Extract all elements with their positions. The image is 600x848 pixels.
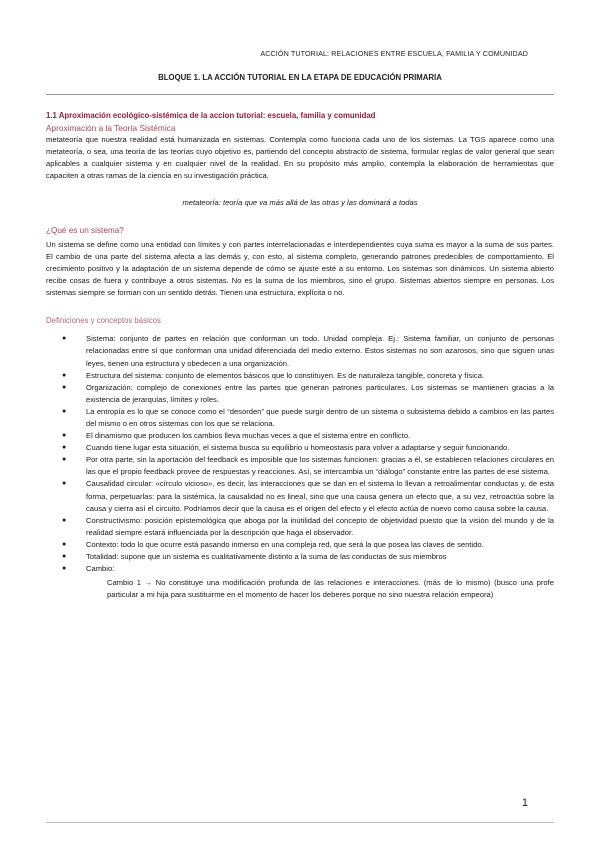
question-heading: ¿Qué es un sistema?: [46, 225, 124, 235]
system-paragraph: Un sistema se define como una entidad con límites y con partes interrelacionadas e interdependientes cuya suma es mayor a la suma de sus partes. El cambio de una parte del sistema afecta a las demás y, con esto, al sistema completo, generando patrones predecibles de comportamiento. El crecimiento positivo y la adaptación de un sistema depende de cómo se ajuste esté a su entorno. Los sistemas son dinámicos. Un sistema abierto recibe cosas de fuera y contribuye a otros sistemas. No es la suma de los miembros, sino el grupo. Sistemas abiertos siempre en personas. Los sistemas siempre se forman con un sentido detrás. Tienen una estructura, explícita o no.: [46, 239, 554, 298]
bullet-icon: ●: [62, 407, 67, 415]
list-item: ● Cambio:: [46, 563, 554, 575]
cambio-1-text: Cambio 1 → No constituye una modificación profunda de las relaciones e interacciones. (más de lo mismo) (busco una profe particular a mi hija para sustituirme en el momento de hacer los deberes porque no sino nuestra relación empeora): [107, 578, 554, 600]
section-title: 1.1 Aproximación ecológico-sistémica de la accion tutorial: escuela, familia y comunidad: [46, 111, 376, 120]
bullet-icon: ●: [62, 335, 67, 343]
bullet-icon: ●: [62, 565, 67, 573]
list-item: ● El dinamismo que producen los cambios lleva muchas veces a que el sistema entre en conflicto.: [46, 430, 554, 442]
definitions-heading: Definiciones y conceptos básicos: [46, 316, 161, 326]
bullet-icon: ●: [62, 540, 67, 548]
block-title: BLOQUE 1. LA ACCIÓN TUTORIAL EN LA ETAPA DE EDUCACIÓN PRIMARIA: [158, 73, 442, 82]
definition-quote: metateoría: teoría que va más allá de las otras y las dominará a todas: [182, 197, 418, 207]
page-number: 1: [521, 797, 528, 809]
bullet-icon: ●: [62, 456, 67, 464]
list-item: ● Constructivismo: posición epistemológica que aboga por la inutilidad del concepto de objetividad puesto que la visión del mundo y de la realidad siempre estará influenciada por la descripción que haga el observador.: [62, 515, 554, 537]
list-item: ● Estructura del sistema: conjunto de elementos básicos que lo constituyen. Es de naturaleza tangible, concreta y física.: [46, 370, 554, 382]
bullet-icon: ●: [62, 444, 67, 452]
list-item: ● Organización: complejo de conexiones entre las partes que generan patrones particulares. Los sistemas se mantienen gracias a la existencia de jerarquías, límites y roles.: [62, 382, 554, 404]
list-item: ● Por otra parte, sin la aportación del feedback es imposible que los sistemas funcionen: gracias a él, se establecen relaciones circulares en las que el propio feedback provee de respuestas y reacciones. Así, se intercambia un “diálogo” constante entre las partes de ese sistema.: [62, 455, 554, 477]
list-item: ● La entropía es lo que se conoce como el “desorden” que puede surgir dentro de un sistema o subsistema debido a cambios en las partes del mismo o en otros sistemas con los que se relaciona.: [62, 406, 554, 428]
bullet-icon: ●: [62, 371, 67, 379]
definitions-list: [46, 333, 554, 575]
list-item: ● Contexto: todo lo que ocurre está pasando inmerso en una compleja red, que será la que posea las claves de sentido.: [46, 539, 554, 551]
list-item: ● Cuando tiene lugar esta situación, el sistema busca su equilibrio u homeostasis para volver a adaptarse y seguir funcionando.: [46, 442, 554, 454]
list-item: ● Sistema: conjunto de partes en relación que conforman un todo. Unidad compleja. Ej.: Sistema familiar, un conjunto de personas relacionadas entre sí que conforman una unidad diferenciada del medio externo. Estos sistemas no son azarosos, sino que siguen unas leyes, tienen una estructura y obedecen a una organización.: [62, 334, 554, 368]
list-item: ● Totalidad: supone que un sistema es cualitativamente distinto a la suma de las conductas de sus miembros: [46, 551, 554, 563]
bullet-icon: ●: [62, 432, 67, 440]
running-header: ACCIÓN TUTORIAL: RELACIONES ENTRE ESCUELA, FAMILIA Y COMUNIDAD: [260, 49, 528, 58]
bullet-icon: ●: [62, 516, 67, 524]
bullet-icon: ●: [62, 480, 67, 488]
main-content: [46, 110, 554, 601]
section-subtitle: Aproximación a la Teoría Sistémica: [46, 123, 176, 134]
intro-paragraph: metateoría que nuestra realidad está humanizada en sistemas. Contempla como funciona cada uno de los sistemas. La TGS aparece como una metateoría, o sea, una teoría de las teorías cuyo objetivo es, partiendo del concepto abstracto de sistema, formular reglas de valor general que sean aplicables a cualquier sistema y en cualquier nivel de la realidad. En su propósito más amplio, contempla la elaboración de herramientas que capaciten a otras ramas de la ciencia en su investigación práctica.: [46, 135, 554, 181]
bullet-icon: ●: [62, 383, 67, 391]
list-item: ● Causalidad circular: «círculo vicioso», es decir, las interacciones que se dan en el sistema lo llevan a retroalimentar conductas y, de esta forma, perpetuarlas: para la sistémica, la causalidad no es lineal, sino que una causa genera un efecto que, a su vez, retroactúa sobre la causa y cierra así el circuito. Podríamos decir que la causa es el origen del efecto y el efecto actúa de nuevo como causa sobre la causa.: [62, 479, 554, 513]
header-divider: [46, 94, 554, 95]
footer-divider: [46, 822, 554, 823]
bullet-icon: ●: [62, 553, 67, 560]
